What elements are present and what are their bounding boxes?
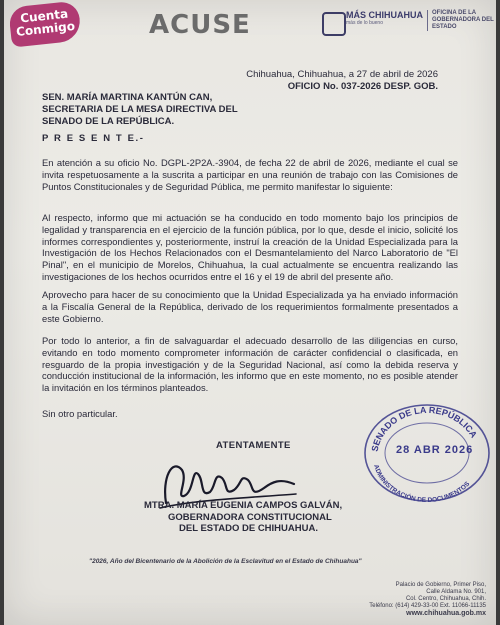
signer-title: GOBERNADORA CONSTITUCIONAL — [168, 511, 332, 523]
brand-title: MÁS CHIHUAHUA — [346, 10, 423, 20]
body-paragraph: En atención a su oficio No. DGPL-2P2A.-3904, de fecha 22 de abril de 2026, mediante el cual se invita respetuosamente a la suscrita a participar en una reunión de trabajo con las Comisiones de Puntos Constitucionales y de Seguridad Pública, me permito manifestar lo siguiente: — [42, 157, 458, 192]
brand-subtitle: más de lo bueno — [346, 20, 383, 26]
letter-page — [4, 0, 496, 625]
addressee-line: SENADO DE LA REPÚBLICA. — [42, 116, 175, 127]
office-label: OFICINA DE LA GOBERNADORA DEL ESTADO — [427, 10, 496, 31]
body-paragraph: Aprovecho para hacer de su conocimiento que la Unidad Especializada ya ha enviado información a la Fiscalía General de la República, derivado de los requerimientos formalmente presentados a este Gobierno. — [42, 289, 458, 324]
closing-remark: Sin otro particular. — [42, 408, 118, 419]
addressee-line: SEN. MARÍA MARTINA KANTÚN CAN, — [42, 92, 213, 103]
footer-address — [369, 582, 486, 617]
signer-title: DEL ESTADO DE CHIHUAHUA. — [179, 523, 318, 534]
signer-name: MTRA. MARÍA EUGENIA CAMPOS GALVÁN, — [144, 500, 343, 511]
website-link[interactable]: www.chihuahua.gob.mx — [406, 610, 486, 617]
addressee-line: SECRETARIA DE LA MESA DIRECTIVA DEL — [42, 104, 238, 115]
date-block — [246, 69, 438, 93]
oficio-number: OFICIO No. 037-2026 DESP. GOB. — [287, 81, 438, 92]
logo-text: Cuenta Conmigo — [15, 6, 76, 40]
address-line: Col. Centro, Chihuahua, Chih. — [405, 596, 486, 602]
stamp-ring-text: SENADO DE LA REPÚBLICA — [369, 404, 479, 453]
stamp-bottom-text: ADMINISTRACIÓN DE DOCUMENTOS — [372, 463, 472, 503]
date-line: Chihuahua, Chihuahua, a 27 de abril de 2026 — [246, 69, 438, 80]
addressee-block — [42, 92, 462, 128]
acuse-stamp-word: ACUSE — [149, 10, 251, 40]
address-line: Teléfono: (614) 429-33-00 Ext. 11066-11135 — [369, 603, 486, 609]
salutation: P R E S E N T E.- — [42, 133, 145, 144]
body-paragraph: Por todo lo anterior, a fin de salvaguardar el adecuado desarrollo de las diligencias en curso, evitando en todo momento comprometer información de carácter confidencial o clasificada, en resguardo de la propia investigación y de la Seguridad Nacional, así como la debida reserva y conducción institucional de la información, les informo que en este momento, no es posible atender la invitación en los términos planteados. — [42, 335, 458, 394]
body-paragraph: Al respecto, informo que mi actuación se ha conducido en todo momento bajo los principios de legalidad y transparencia en el ejercicio de la función pública, por lo que, desde el inicio, solicité los informes correspondientes y, posteriormente, instruí la creación de la Unidad Especializada para la Investigación de los Hechos Relacionados con el Desmantelamiento del Narco Laboratorio de "El Pinal", en el municipio de Morelos, Chihuahua, la cual actualmente se encuentra realizando las investigaciones de los hechos ocurridos entre el 16 y el 19 de abril del presente año. — [42, 212, 458, 282]
cuenta-conmigo-logo — [8, 0, 82, 47]
stamp-date: 28 ABR 2026 — [396, 444, 474, 456]
address-line: Calle Aldama No. 901, — [426, 589, 486, 595]
closing-word: ATENTAMENTE — [216, 440, 291, 451]
state-seal-icon — [322, 12, 346, 36]
footer-motto: "2026, Año del Bicentenario de la Abolición de la Esclavitud en el Estado de Chihuahua" — [89, 558, 362, 565]
address-line: Palacio de Gobierno, Primer Piso, — [395, 582, 486, 588]
brand-block — [346, 10, 424, 26]
signer-block — [144, 500, 384, 535]
